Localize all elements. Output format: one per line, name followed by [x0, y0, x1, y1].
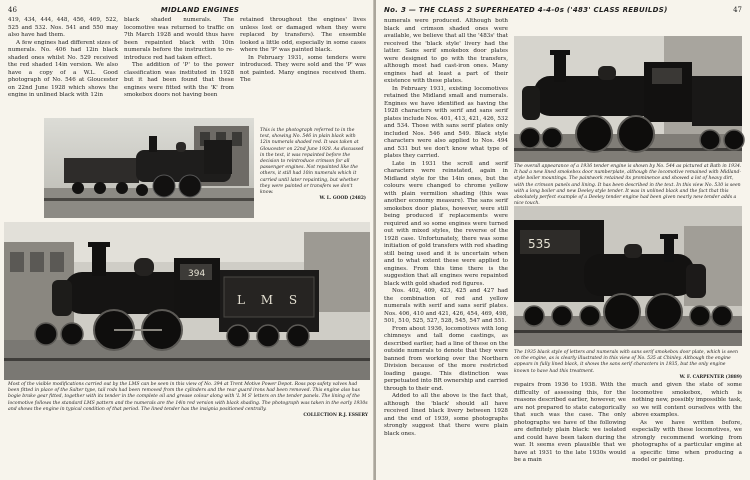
caption-photo-546-text: This is the photograph referred to in the text, showing No. 546 in plain black with 12in numerals shaded red. It was taken at Gloucester on 22nd June 1928. As discussed in the text, it was repainted before the decision to reintroduce crimson for all passenger engines. Not repainted like the others, it still had 10in numerals which it carried until later repainting, but whether they were painted or transfers we don't know. [260, 128, 364, 196]
left-page-number: 46 [8, 6, 17, 14]
left-col1 [8, 17, 118, 113]
caption-photo-535-credit: W. F. CARPENTER (3889) [679, 374, 742, 380]
tender-lettering-lms: L M S [237, 293, 304, 307]
photo-locomotive-544 [514, 36, 742, 162]
left-col1-para-2: A few engines had different sizes of numerals. No. 406 had 12in black shaded ones whilst No. 529 received the red shaded 14in version. We also have a copy of a W.L. Good photograph of No. 546 at Gloucester on 22nd June 1928 which shows the engine in unlined black with 12in [8, 39, 118, 98]
caption-photo-394 [8, 382, 368, 478]
right-col1-para-1: numerals were produced. Although both black and crimson shaded ones were available, we believe that all the '483s' that received the 'black style' livery had the latter. Sans serif smokebox door plates were designed to go with the transfers, although most had cast-iron ones. Many engines had at least a part of their existence with these plates. [384, 18, 508, 84]
right-col2 [632, 382, 742, 478]
left-col3-para-1: retained throughout the engines' lives unless lost or damaged when they were replaced by transfers). The ensemble looked a little odd, especially in some cases where the 'P' was painted black. [240, 17, 366, 53]
right-page [376, 0, 750, 480]
cab-number-394: 394 [188, 269, 206, 279]
left-page [0, 0, 374, 480]
right-col1b-para: repairs from 1936 to 1938. With the difficulty of assessing this, for the reasons described earlier, however, we are not prepared to state categorically that such was the case. The only photographs we have of the following are definitely plain black: we isolated and could have been taken during the war. It seems even plausible that we have at 1931 to the late 1930s would be a main [514, 382, 626, 463]
right-running-head: No. 3 — THE CLASS 2 SUPERHEATED 4-4-0s ('483' CLASS REBUILDS) [384, 6, 668, 14]
right-col1-para-5: From about 1936, locomotives with long chimneys and tall dome castings, as described earlier, had a line of these on the outside numerals to denote that they were banned from working over the Northern Division because of the more restricted loading gauge. This distinction was perpetuated into BR ownership and carried through to their end. [384, 325, 508, 392]
photo-locomotive-546 [44, 118, 254, 218]
caption-photo-535 [514, 350, 742, 380]
caption-photo-544 [514, 164, 742, 207]
photo-locomotive-394 [4, 222, 370, 380]
right-col1-para-2: In February 1931, existing locomotives retained the Midland small and numerals. Engines we have identified as having the 1928 characters with serif and sans serif plates include Nos. 401, 413, 421, 426, 532 and 534. Those with sans serif plates only included Nos. 546 and 549. Black style characters were also applied to Nos. 494 and 531 but we don't know what type of plates they carried. [384, 85, 508, 159]
caption-photo-544-text: The overall appearance of a 1936 tender engine is shown by No. 544 as pictured at Bath in 1934. It had a new lined smokebox door numberplate, although the locomotive remained with Midland-style boiler mountings. The paintwork retained its prominence and showed a lot of heavy dirt, with the crimson panels and lining. It has been described in the text. In this view No. 530 is seen with a long boiler and new Deeley style tender. It was in unlined black and the fact that this absolutely perfect example of a Deeley tender engine had been given nearly new tender adds a nice touch. [514, 164, 742, 207]
right-col1-para-6: Added to all the above is the fact that, although the 'black' should all have received lined black livery between 1928 and the end of 1939, some photographs strongly suggest that there were plain black ones. [384, 393, 508, 437]
right-col1-para-3: Late in 1931 the scroll and serif characters were reinstated, again in Midland style for the 14in ones, but the colours were changed to chrome yellow with plain vermilion shading (this was another economy measure). The sans serif smokebox door plates, however, were still being produced if replacements were required and so some engines were turned out with mixed styles, the reverse of the 1928 case. Unfortunately, there was some initiation of gold transfers with red shading still being used and it is uncertain when and to what extent these were applied to engines. From this time there is the suggestion that all engines were repainted black with gold shaded red figures. [384, 160, 508, 287]
photo-locomotive-535 [514, 206, 742, 346]
right-col2-para-2: As we have written before, especially with these locomotives, we strongly recommend working from photographs of a particular engine at a specific time when producing a model or painting. [632, 419, 742, 463]
right-col2-para-1: much and given the state of some locomotive smokebox, which is nothing new, possibly impossible task, so we will content ourselves with the above examples. [632, 382, 742, 418]
caption-photo-546 [260, 128, 366, 216]
caption-photo-394-text: Most of the visible modifications carried out by the LMS can be seen in this view of No. 394 at Trent Motive Power Depot. Ross pop safety valves had been fitted in place of the Salter type, tail rods had been removed from the cylinders and the rear guard irons had been removed. This engine also has bogie brake gear fitted, together with its tender in the complete oil and grease colour along with 'L M S' letters on the tender panels. The lining of the locomotive follows the standard LMS pattern and the numerals are the 14in red version with black shading. The photograph was taken in the early 1930s and shows the engine in typical condition of that period. The lined tender has the insignia positioned centrally. [8, 382, 368, 412]
left-col2-para-1: black shaded numerals. The locomotive was returned to traffic on 7th March 1928 and would thus have been repainted black with 10in numerals before the instruction to re-introduce red had taken effect. [124, 17, 234, 61]
right-col1b [514, 382, 626, 478]
right-col1 [384, 18, 508, 437]
caption-photo-535-text: The 1935 black style of letters and numerals with sans serif smokebox door plate, which is seen on the engine, as is clearly illustrated in this view of No. 535 at Chinley. Although the engine appears in fully lined black, it shows the sans serif characters in 1935, but the only engine known to have had this treatment. [514, 350, 738, 374]
cab-number-535: 535 [528, 237, 551, 251]
left-running-head: MIDLAND ENGINES [160, 6, 240, 14]
left-col3 [240, 17, 366, 113]
right-col1-para-4: Nos. 402, 409, 423, 425 and 427 had the combination of red and yellow numerals with serif and sans serif plates. Nos. 406, 410 and 421, 426, 454, 469, 498, 501, 510, 525, 527, 528, 545, 547 and 551. [384, 288, 508, 324]
caption-photo-394-credit: COLLECTION R.J. ESSERY [303, 413, 368, 419]
left-col1-para-1: 419, 434, 444, 448, 456, 469, 522, 525 and 532. Nos. 541 and 550 may also have had them. [8, 17, 118, 38]
caption-photo-546-credit: W. L. GOOD (2482) [319, 196, 366, 202]
left-col3-para-2: In February 1931, some tenders were introduced. They were sold and the 'P' was not painted. Many engines received them. The [240, 54, 366, 83]
left-col2-para-2: The addition of 'P' to the power classification was instituted in 1928 but it had been found that these engines were fitted with the 'K' from smokebox doors not having been [124, 62, 234, 98]
right-page-number: 47 [733, 6, 742, 14]
left-col2 [124, 17, 234, 113]
